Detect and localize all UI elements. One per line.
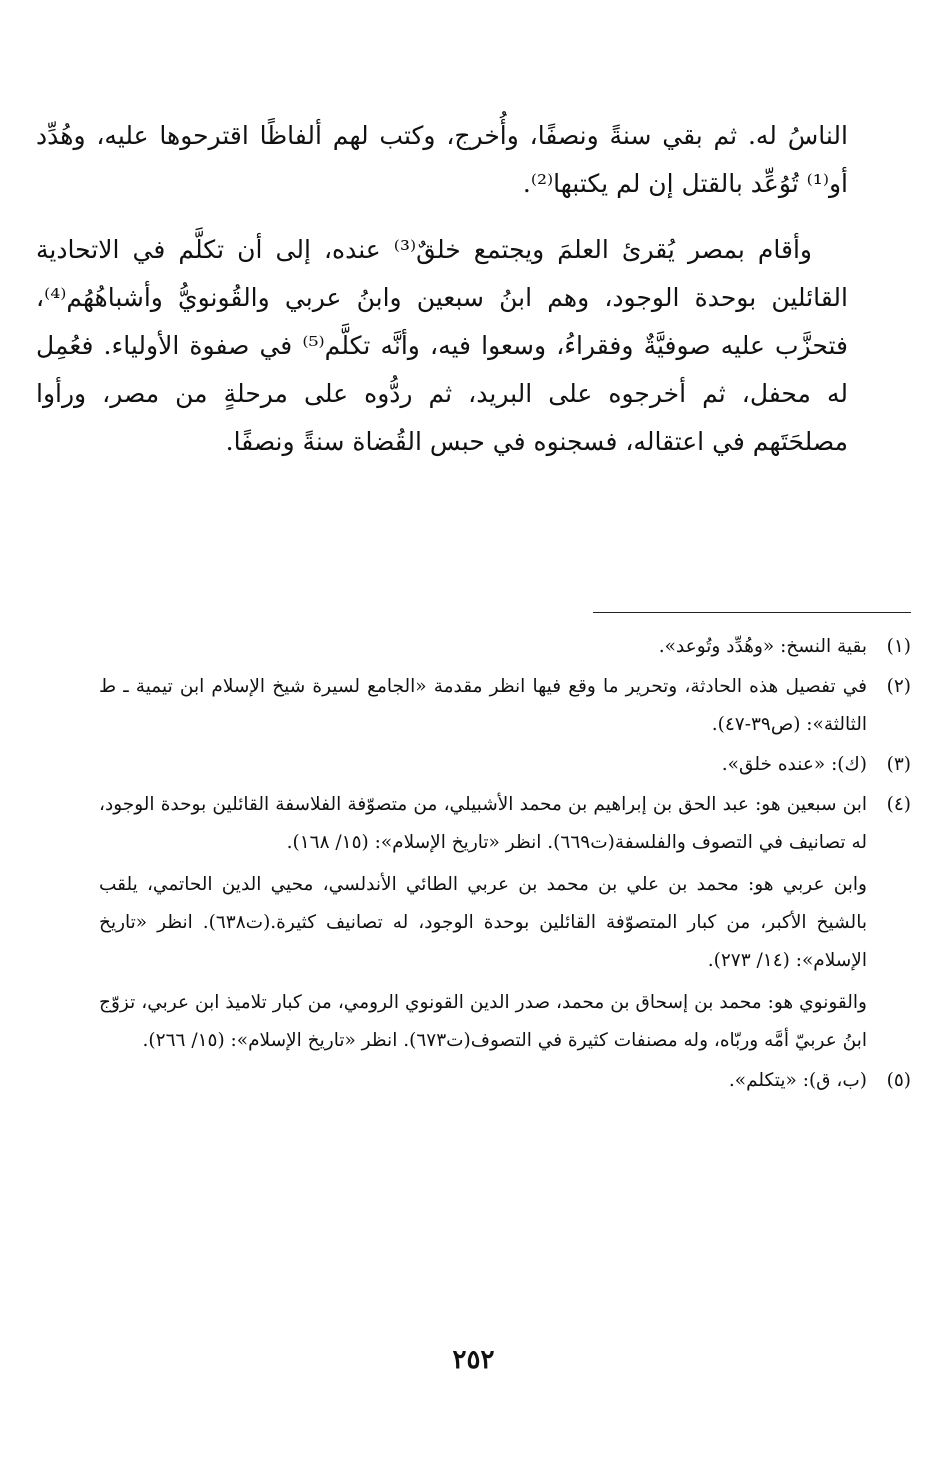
footnote-number: (١) [886,636,911,657]
footnote-text-ibn-sabin: ابن سبعين هو: عبد الحق بن إبراهيم بن محمد الأشبيلي، من متصوّفة الفلاسفة القائلين بوحدة الوجود، له تصانيف في التصوف والفلسفة(ت٦٦٩). انظر «تاريخ الإسلام»: (١٥/ ١٦٨). [99,794,867,853]
footnote-number: (٥) [886,1070,911,1091]
footnote-3 [99,746,911,784]
footnote-number: (٣) [886,754,911,775]
footnote-text: في تفصيل هذه الحادثة، وتحرير ما وقع فيها انظر مقدمة «الجامع لسيرة شيخ الإسلام ابن تيمية ـ ط الثالثة»: (ص٣٩-٤٧). [99,676,867,735]
footnote-number: (٤) [886,794,911,815]
footnote-text: (ب، ق): «يتكلم». [728,1070,867,1091]
footnote-text-qunawi: والقونوي هو: محمد بن إسحاق بن محمد، صدر الدين القونوي الرومي، من كبار تلاميذ ابن عربي، تزوّج ابنُ عربيّ أمَّه وربّاه، وله مصنفات كثيرة في التصوف(ت٦٧٣). انظر «تاريخ الإسلام»: (١٥/ ٢٦٦). [99,992,867,1051]
footnote-number: (٢) [886,676,911,697]
footnote-5 [99,1062,911,1100]
footnotes [99,628,911,1102]
body-paragraph-2: وأقام بمصر يُقرئ العلمَ ويجتمع خلقٌ⁽³⁾ عنده، إلى أن تكلَّم في الاتحادية القائلين بوحدة الوجود، وهم ابنُ سبعين وابنُ عربي والقُونويُّ وأشباهُهُم⁽⁴⁾، فتحزَّب عليه صوفيَّةٌ وفقراءُ، وسعوا فيه، وأنَّه تكلَّم⁽⁵⁾ في صفوة الأولياء. فعُمِل له محفل، ثم أخرجوه على البريد، ثم ردُّوه على مرحلةٍ من مصر، ورأوا مصلحَتَهم في اعتقاله، فسجنوه في حبس القُضاة سنةً ونصفًا. [36,235,848,456]
main-text [36,112,848,466]
footnote-4 [99,786,911,1060]
page-number: ٢٥٢ [452,1345,495,1375]
footnote-text: (ك): «عنده خلق». [721,754,867,775]
footnote-1 [99,628,911,666]
footnote-2 [99,668,911,744]
footnote-separator [593,612,911,613]
footnote-text-ibn-arabi: وابن عربي هو: محمد بن علي بن محمد بن عربي الطائي الأندلسي، محيي الدين الحاتمي، يلقب بالشيخ الأكبر، من كبار المتصوّفة القائلين بوحدة الوجود، له تصانيف كثيرة.(ت٦٣٨). انظر «تاريخ الإسلام»: (١٤/ ٢٧٣). [99,874,867,971]
body-paragraph-1: الناسُ له. ثم بقي سنةً ونصفًا، وأُخرج، وكتب لهم ألفاظًا اقترحوها عليه، وهُدِّد أو⁽¹⁾ تُوُعِّد بالقتل إن لم يكتبها⁽²⁾. [36,121,848,198]
footnote-text: بقية النسخ: «وهُدِّد وتُوعد». [658,636,867,657]
